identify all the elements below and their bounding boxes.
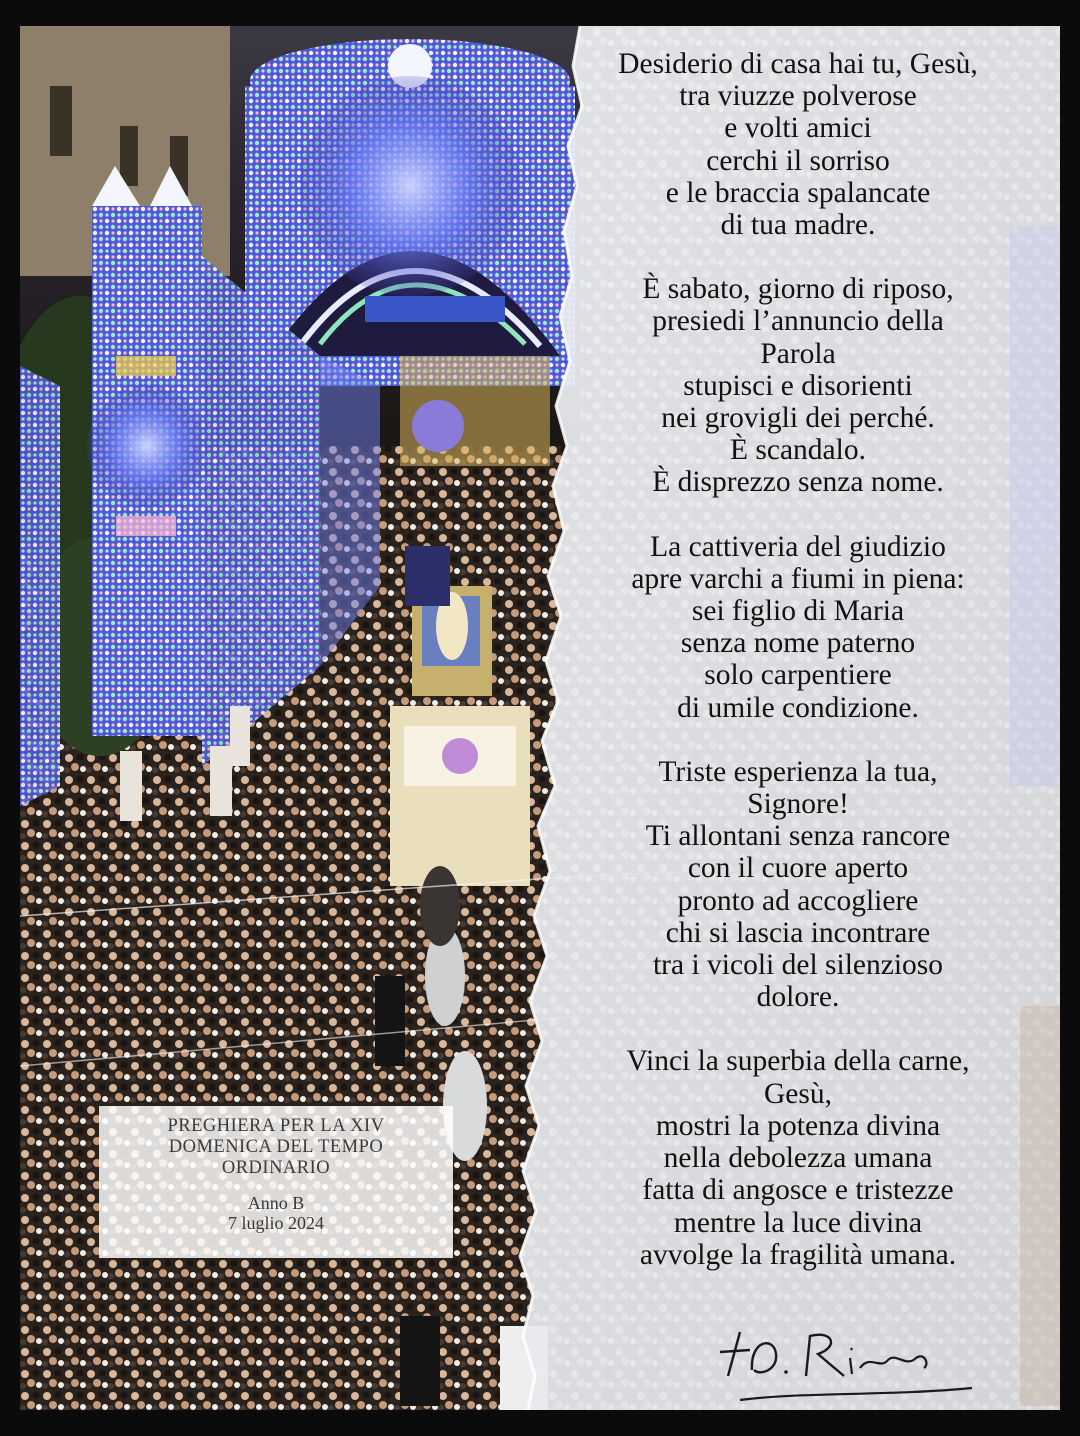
poem-line: mentre la luce divina xyxy=(673,1206,923,1239)
caption-title-line: DOMENICA DEL TEMPO xyxy=(168,1137,384,1157)
poem-line: chi si lascia incontrare xyxy=(665,916,931,949)
poem-line: È scandalo. xyxy=(730,434,866,467)
poem-line: tra i vicoli del silenzioso xyxy=(652,949,944,982)
poem-stanza-3 xyxy=(588,531,1008,724)
poem-line: nella debolezza umana xyxy=(663,1142,933,1175)
poem-line: mostri la potenza divina xyxy=(655,1109,941,1142)
poem-line: È sabato, giorno di riposo, xyxy=(642,273,954,306)
poem-line: Triste esperienza la tua, xyxy=(658,755,938,788)
poem-text xyxy=(588,48,1008,1303)
poem-line: Desiderio di casa hai tu, Gesù, xyxy=(618,48,978,80)
poem-line: e volti amici xyxy=(724,112,872,145)
poem-line: e le braccia spalancate xyxy=(665,176,931,209)
poem-line: senza nome paterno xyxy=(680,627,916,660)
caption-date: 7 luglio 2024 xyxy=(227,1213,324,1233)
poem-line: nei grovigli dei perché. xyxy=(661,402,935,435)
poem-line: solo carpentiere xyxy=(704,659,892,692)
poem-stanza-1 xyxy=(588,48,1008,241)
poem-line: dolore. xyxy=(756,981,840,1014)
poem-line: stupisci e disorienti xyxy=(683,369,913,402)
poem-line: Ti allontani senza rancore xyxy=(645,820,951,853)
poem-line: cerchi il sorriso xyxy=(706,144,890,177)
poem-line: apre varchi a fiumi in piena: xyxy=(631,562,965,595)
poem-line: Gesù, xyxy=(763,1077,832,1110)
poem-line: pronto ad accogliere xyxy=(677,884,919,917)
caption-year: Anno B xyxy=(247,1193,305,1213)
poem-line: di umile condizione. xyxy=(677,691,919,724)
caption-box xyxy=(99,1106,453,1258)
poem-line: con il cuore aperto xyxy=(687,852,909,885)
caption-title xyxy=(99,1116,453,1179)
poem-line: È disprezzo senza nome. xyxy=(652,466,944,499)
poem-stanza-5 xyxy=(588,1045,1008,1270)
poem-line: di tua madre. xyxy=(720,209,876,242)
poem-line: Vinci la superbia della carne, xyxy=(626,1045,970,1078)
signature xyxy=(710,1318,980,1408)
poem-line: presiedi l’annuncio della xyxy=(652,305,944,338)
poem-line: sei figlio di Maria xyxy=(691,595,905,628)
poem-line: tra viuzze polverose xyxy=(679,80,917,113)
poem-stanza-4 xyxy=(588,756,1008,1014)
caption-title-line: ORDINARIO xyxy=(221,1158,331,1178)
poem-stanza-2 xyxy=(588,273,1008,498)
poem-line: La cattiveria del giudizio xyxy=(650,530,946,563)
poem-line: fatta di angosce e tristezze xyxy=(642,1174,954,1207)
image-frame xyxy=(20,26,1060,1410)
caption-meta xyxy=(99,1193,453,1233)
poem-line: Signore! xyxy=(747,788,849,821)
poem-line: Parola xyxy=(760,337,836,370)
caption-title-line: PREGHIERA PER LA XIV xyxy=(167,1116,385,1136)
poem-line: avvolge la fragilità umana. xyxy=(639,1238,957,1271)
